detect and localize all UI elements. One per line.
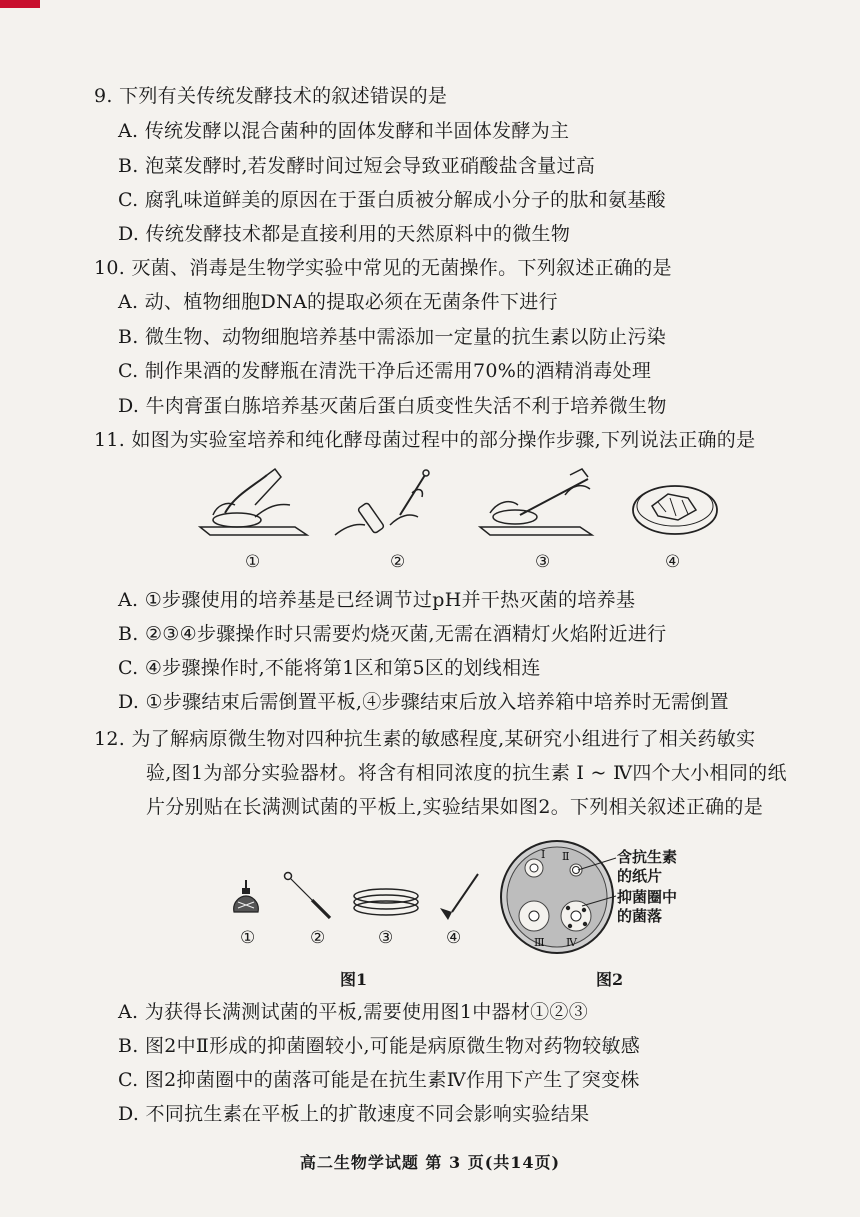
q11-option-c: C. ④步骤操作时,不能将第1区和第5区的划线相连: [118, 657, 541, 679]
disc-label-3: Ⅲ: [534, 936, 545, 949]
q12-option-a: A. 为获得长满测试菌的平板,需要使用图1中器材①②③: [118, 1001, 589, 1023]
q10-stem: 10. 灭菌、消毒是生物学实验中常见的无菌操作。下列叙述正确的是: [94, 257, 672, 279]
spreader-icon: [438, 872, 484, 922]
q11-option-a: A. ①步骤使用的培养基是已经调节过pH并干热灭菌的培养基: [118, 589, 636, 611]
q9-option-a: A. 传统发酵以混合菌种的固体发酵和半固体发酵为主: [118, 120, 570, 142]
q11-step1-pouring-figure: [195, 465, 310, 545]
q12-fig1-label-2: ②: [310, 928, 326, 948]
fig2-annotation-disc: [617, 848, 677, 886]
q12-stem-line1: 12. 为了解病原微生物对四种抗生素的敏感程度,某研究小组进行了相关药敏实: [94, 728, 756, 750]
fig2-annotation-disc-line1: 含抗生素: [617, 848, 678, 866]
q10-option-a: A. 动、植物细胞DNA的提取必须在无菌条件下进行: [118, 291, 558, 313]
q11-figure-label-1: ①: [245, 552, 261, 572]
fig2-annotation-colony-line1: 抑菌圈中: [617, 888, 678, 906]
alcohol-lamp-icon: [230, 878, 262, 914]
q12-fig2-caption: 图2: [596, 970, 624, 989]
q10-option-b: B. 微生物、动物细胞培养基中需添加一定量的抗生素以防止污染: [118, 326, 667, 348]
q9-stem: 9. 下列有关传统发酵技术的叙述错误的是: [94, 85, 448, 107]
q11-option-d: D. ①步骤结束后需倒置平板,④步骤结束后放入培养箱中培养时无需倒置: [118, 691, 729, 713]
q9-option-c: C. 腐乳味道鲜美的原因在于蛋白质被分解成小分子的肽和氨基酸: [118, 189, 666, 211]
q10-option-d: D. 牛肉膏蛋白胨培养基灭菌后蛋白质变性失活不利于培养微生物: [118, 395, 667, 417]
fig2-annotation-disc-line2: 的纸片: [617, 867, 663, 885]
annotation-leader-lines: [578, 850, 618, 910]
fig2-annotation-colony-line2: 的菌落: [617, 907, 663, 925]
disc-label-4: Ⅳ: [566, 936, 577, 949]
q11-step3-inoculation-figure: [470, 465, 600, 545]
q12-option-c: C. 图2抑菌圈中的菌落可能是在抗生素Ⅳ作用下产生了突变株: [118, 1069, 640, 1091]
q12-option-b: B. 图2中Ⅱ形成的抑菌圈较小,可能是病原微生物对药物较敏感: [118, 1035, 641, 1057]
red-corner-mark: [0, 0, 40, 8]
petri-dishes-icon: [350, 884, 422, 918]
disc-label-1: Ⅰ: [541, 848, 546, 861]
q12-fig1-label-3: ③: [378, 928, 394, 948]
q12-fig1-label-4: ④: [446, 928, 462, 948]
q12-option-d: D. 不同抗生素在平板上的扩散速度不同会影响实验结果: [118, 1103, 590, 1125]
disc-label-2: Ⅱ: [562, 850, 570, 863]
q11-option-b: B. ②③④步骤操作时只需要灼烧灭菌,无需在酒精灯火焰附近进行: [118, 623, 667, 645]
q9-option-d: D. 传统发酵技术都是直接利用的天然原料中的微生物: [118, 223, 571, 245]
q9-option-b: B. 泡菜发酵时,若发酵时间过短会导致亚硝酸盐含量过高: [118, 155, 596, 177]
q11-step2-loop-figure: [330, 465, 440, 545]
q10-option-c: C. 制作果酒的发酵瓶在清洗干净后还需用70%的酒精消毒处理: [118, 360, 652, 382]
q11-figure-label-2: ②: [390, 552, 406, 572]
q11-figure-label-4: ④: [665, 552, 681, 572]
q11-figure-label-3: ③: [535, 552, 551, 572]
q11-step4-streak-plate-figure: [630, 478, 720, 538]
q12-fig1-label-1: ①: [240, 928, 256, 948]
inoculating-loop-icon: [282, 870, 334, 922]
q12-fig1-caption: 图1: [340, 970, 368, 989]
page-footer: 高二生物学试题 第 3 页(共14页): [299, 1153, 561, 1172]
q12-stem-line3: 片分别贴在长满测试菌的平板上,实验结果如图2。下列相关叙述正确的是: [146, 796, 764, 818]
q12-stem-line2: 验,图1为部分实验器材。将含有相同浓度的抗生素 Ⅰ ~ Ⅳ四个大小相同的纸: [146, 762, 787, 784]
fig2-annotation-colony: [617, 888, 677, 926]
q11-stem: 11. 如图为实验室培养和纯化酵母菌过程中的部分操作步骤,下列说法正确的是: [94, 429, 756, 451]
